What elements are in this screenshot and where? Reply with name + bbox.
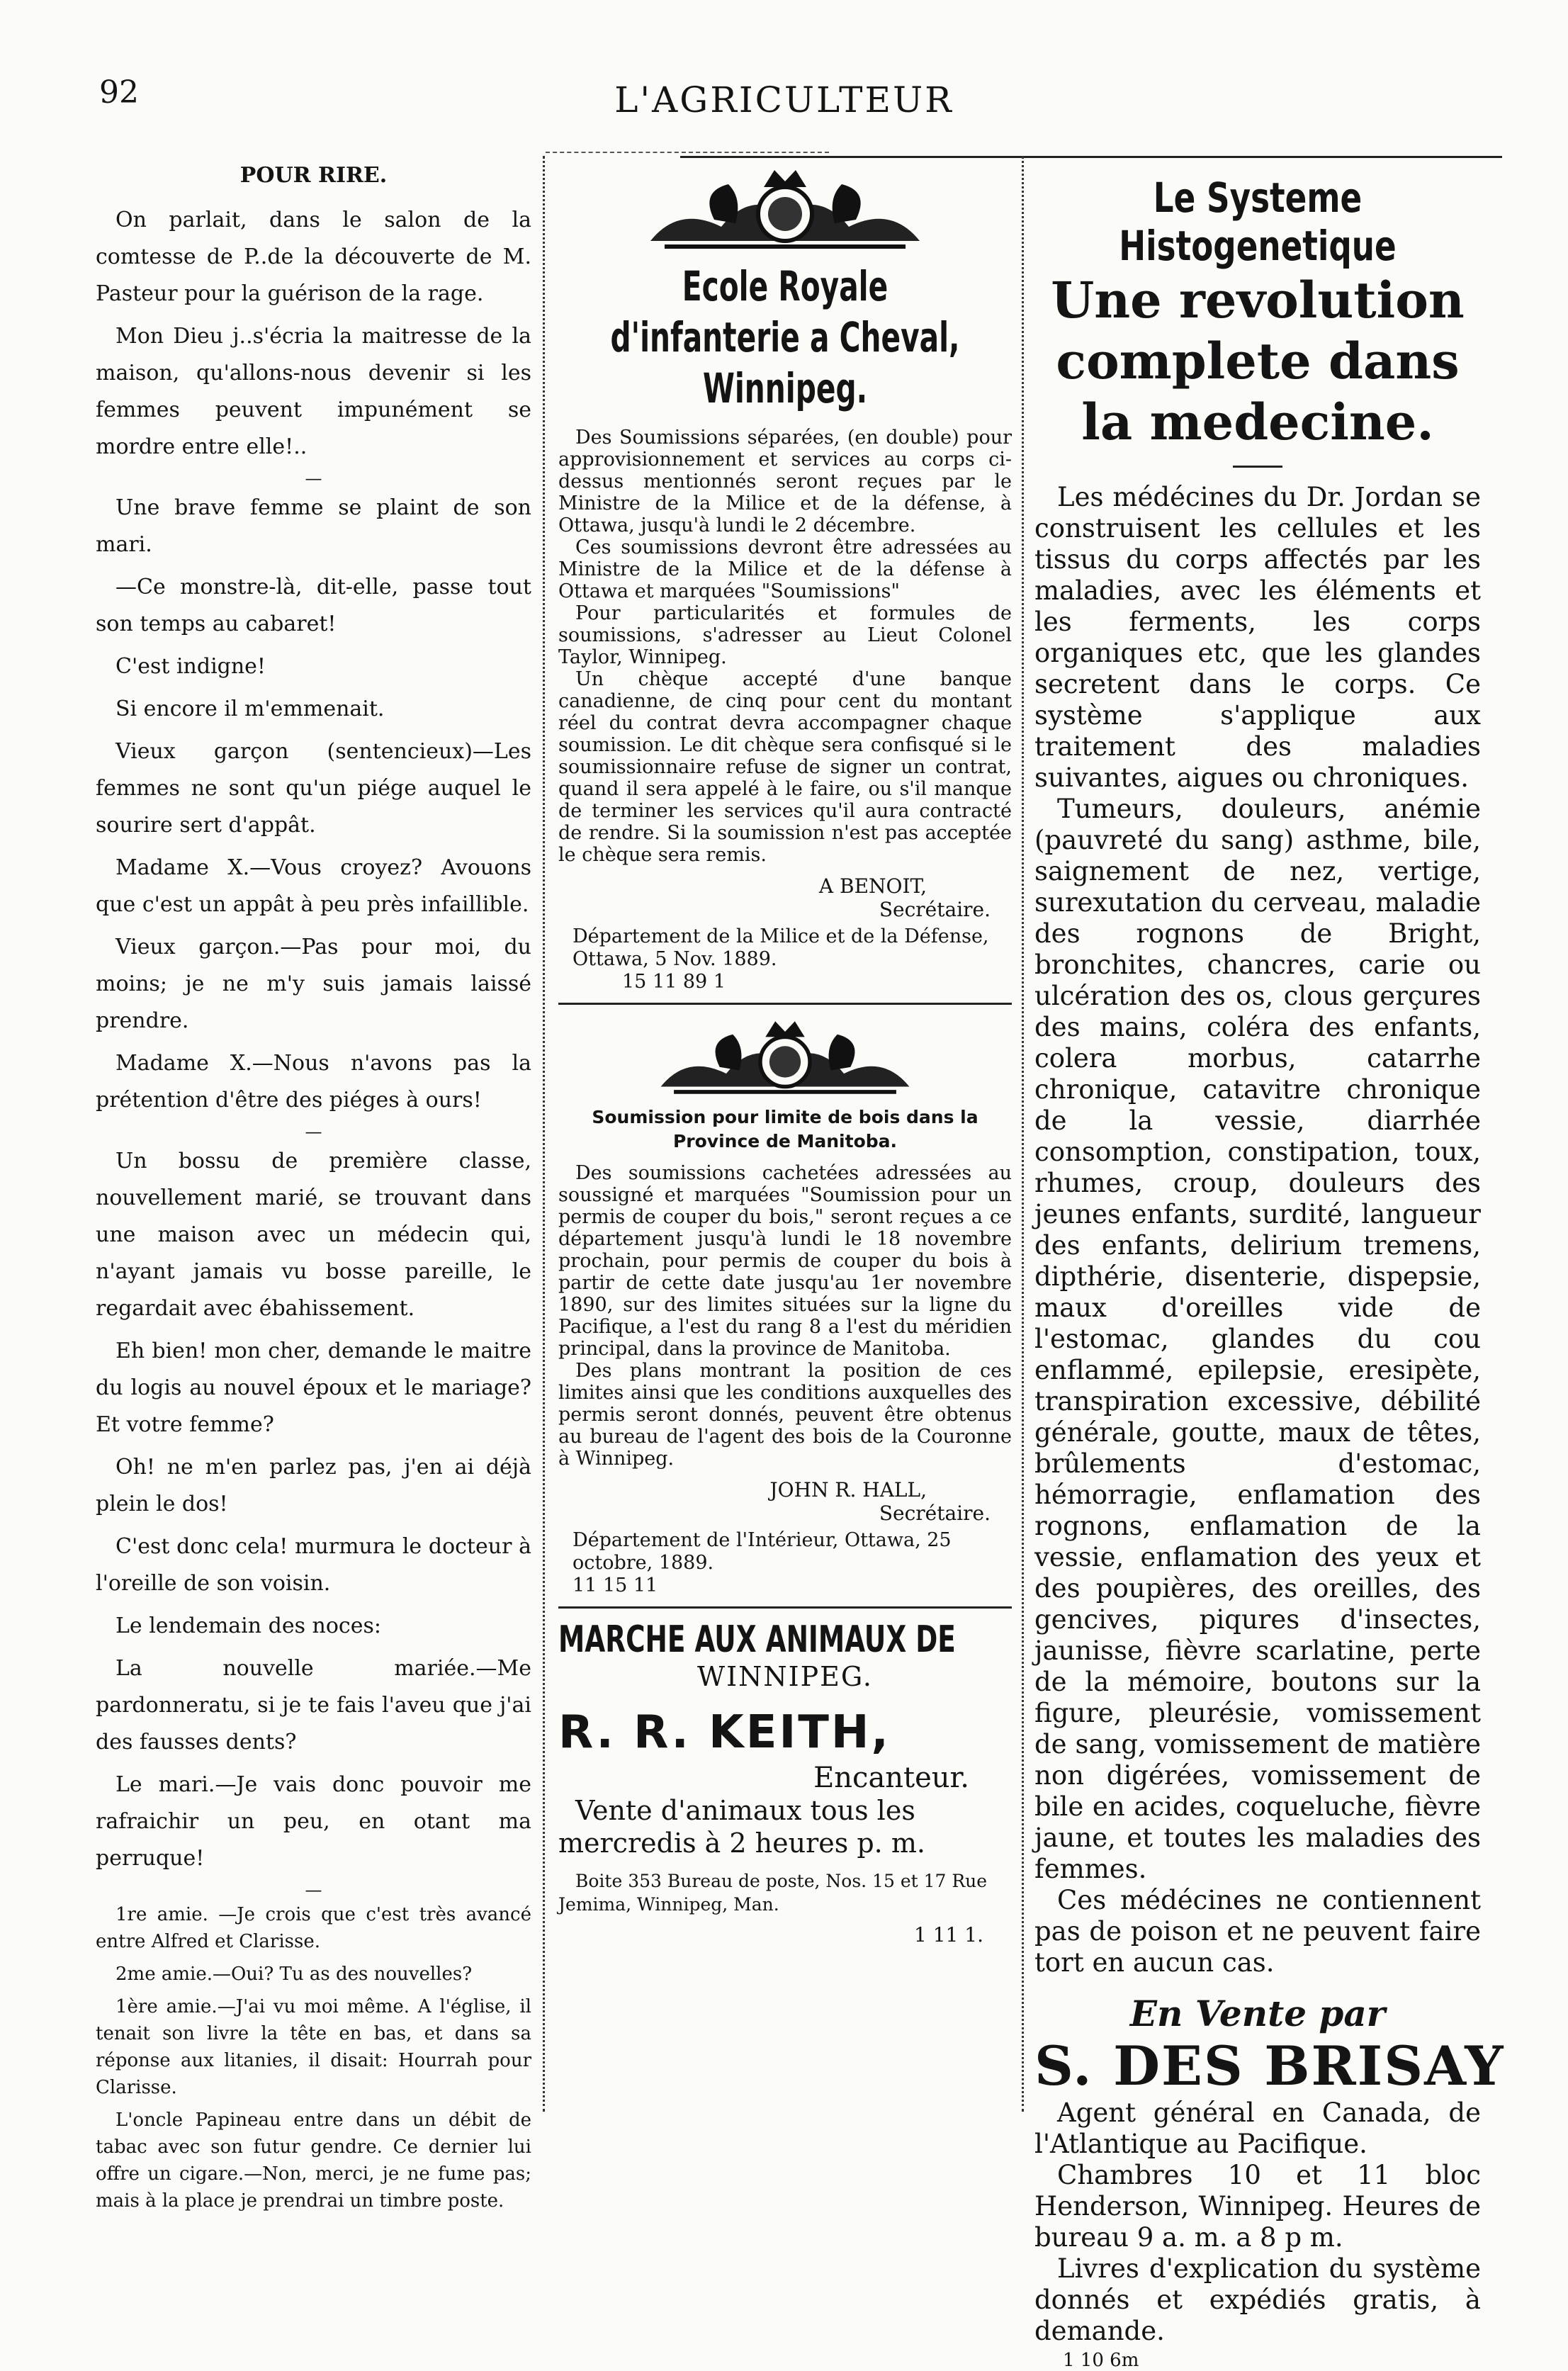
seller-paragraph: Agent général en Canada, de l'Atlantique au Pacifique. — [1034, 2097, 1481, 2159]
notice-paragraph: Ces soumissions devront être adressées au Ministre de la Milice et de la défense à Ottawa et marquées "Soumissions" — [558, 536, 1012, 602]
page-header — [0, 0, 1568, 163]
divider — [1233, 466, 1282, 468]
signature-role: Secrétaire. — [879, 898, 991, 921]
joke-paragraph: —Ce monstre-là, dit-elle, passe tout son temps au cabaret! — [96, 575, 531, 636]
joke-paragraph: Mon Dieu j..s'écria la maitresse de la maison, qu'allons-nous devenir si les femmes peuvent impunément se mordre entre elle!.. — [96, 324, 531, 459]
column-pour-rire — [96, 163, 531, 2220]
joke-paragraph: Si encore il m'emmenait. — [115, 697, 385, 721]
separator: — — [305, 1880, 322, 1900]
signature-name: JOHN R. HALL, — [769, 1478, 927, 1502]
divider — [558, 1606, 1012, 1609]
journal-title: L'AGRICULTEUR — [614, 79, 954, 120]
joke-paragraph: Un bossu de première classe, nouvellement marié, se trouvant dans une maison avec un médecin qui, n'ayant jamais vu bosse pareille, le regardait avec ébahissement. — [96, 1149, 531, 1321]
notice-paragraph: Des soumissions cachetées adressées au soussigné et marquées "Soumission pour un permis de couper du bois," seront reçues a ce département jusqu'à lundi le 18 novembre prochain, pour permis de couper du bois à partir de cette date jusqu'au 1er novembre 1890, sur des limites situées sur la ligne du Pacifique, a l'est du rang 8 a l'est du méridien principal, dans la province de Manitoba. — [558, 1162, 1012, 1360]
signature-role: Secrétaire. — [879, 1502, 991, 1525]
notice-paragraph: Un chèque accepté d'une banque canadienne, de cinq pour cent du montant réel du contrat devra accompagner chaque soumission. Le dit chèque sera confisqué si le soumissionnaire refuse de signer un contrat, quand il sera appelé à le faire, ou s'il manque de terminer les services qu'il aura contracté de rendre. Si la soumission n'est pas acceptée le chèque sera remis. — [558, 668, 1012, 866]
column-divider-left — [543, 156, 545, 2112]
column-divider-right — [1022, 156, 1024, 2112]
joke-paragraph: Vieux garçon.—Pas pour moi, du moins; je ne m'y suis jamais laissé prendre. — [96, 935, 531, 1033]
joke-paragraph: Oh! ne m'en parlez pas, j'en ai déjà plein le dos! — [96, 1455, 531, 1516]
department-line: Département de la Milice et de la Défense, Ottawa, 5 Nov. 1889. — [573, 925, 989, 970]
joke-paragraph: La nouvelle mariée.—Me pardonneratu, si je te fais l'aveu que j'ai des fausses dents? — [96, 1656, 531, 1755]
section-heading: POUR RIRE. — [239, 163, 388, 188]
royal-crest-icon — [636, 163, 934, 255]
joke-paragraph: 2me amie.—Oui? Tu as des nouvelles? — [115, 1964, 473, 1985]
notice-title-bois: Soumission pour limite de bois dans la Province de Manitoba. — [592, 1107, 978, 1151]
joke-paragraph: Vieux garçon (sentencieux)—Les femmes ne sont qu'un piége auquel le sourire sert d'appât. — [96, 739, 531, 838]
divider — [558, 1003, 1012, 1005]
auctioneer-role: Encanteur. — [813, 1762, 969, 1794]
joke-paragraph: C'est indigne! — [115, 654, 266, 679]
marche-subtitle: WINNIPEG. — [697, 1661, 873, 1692]
marche-title: MARCHE AUX ANIMAUX DE — [558, 1618, 956, 1661]
joke-paragraph: On parlait, dans le salon de la comtesse de P..de la découverte de M. Pasteur pour la guérison de la rage. — [96, 208, 531, 306]
marche-body: Vente d'animaux tous les mercredis à 2 heures p. m. — [558, 1795, 925, 1859]
column-notices — [558, 163, 1012, 1947]
seller-paragraph: Livres d'explication du système donnés et expédiés gratis, à demande. — [1034, 2253, 1481, 2346]
column-histogenetique — [1034, 163, 1505, 2371]
royal-crest-icon — [636, 1015, 934, 1100]
auctioneer-name: R. R. KEITH, — [558, 1706, 891, 1759]
joke-paragraph: L'oncle Papineau entre dans un débit de tabac avec son futur gendre. Ce dernier lui offre un cigare.—Non, merci, je ne fume pas; mais à la place je prendrai un timbre poste. — [96, 2110, 531, 2212]
joke-paragraph: Le lendemain des noces: — [115, 1613, 381, 1638]
joke-paragraph: C'est donc cela! murmura le docteur à l'oreille de son voisin. — [96, 1534, 531, 1596]
page-number: 92 — [99, 74, 139, 111]
joke-paragraph: Madame X.—Vous croyez? Avouons que c'est un appât à peu près infaillible. — [96, 855, 531, 917]
joke-paragraph: Madame X.—Nous n'avons pas la prétention d'être des piéges à ours! — [96, 1051, 531, 1113]
ad-paragraph: Ces médécines ne contiennent pas de poison et ne peuvent faire tort en aucun cas. — [1034, 1885, 1481, 1978]
separator: — — [305, 468, 322, 488]
notice-paragraph: Des Soumissions séparées, (en double) pour approvisionnement et services au corps ci-dessus mentionnés seront reçues par le Ministre de la Milice et de la défense, à Ottawa, jusqu'à lundi le 2 décembre. — [558, 427, 1012, 536]
signature-name: A BENOIT, — [818, 874, 927, 898]
header-rule — [680, 156, 1502, 158]
joke-paragraph: 1re amie. —Je crois que c'est très avancé entre Alfred et Clarisse. — [96, 1904, 531, 1952]
notice-code: 11 15 11 — [573, 1575, 658, 1596]
ad-code: 1 10 6m — [1063, 2350, 1139, 2371]
joke-paragraph: Le mari.—Je vais donc pouvoir me rafraichir un peu, en otant ma perruque! — [96, 1772, 531, 1871]
header-dashed-rule — [546, 152, 829, 153]
notice-code: 15 11 89 1 — [622, 971, 726, 993]
en-vente-heading: En Vente par — [1129, 1993, 1386, 2034]
seller-name: S. DES BRISAY — [1034, 2034, 1505, 2097]
ad-paragraph: Tumeurs, douleurs, anémie (pauvreté du sang) asthme, bile, saignement de nez, vertige, surexutation du cerveau, maladie des rognons de Bright, bronchites, chancres, carie ou ulcération des os, clous gerçures des mains, coléra des enfants, colera morbus, catarrhe chronique, catavitre chronique de la vessie, diarrhée consomption, constipation, toux, rhumes, croup, douleurs des jeunes enfants, surdité, langueur des enfants, delirium tremens, dipthérie, disenterie, dispepsie, maux d'oreilles vide de l'estomac, glandes du cou enflammé, epilepsie, eresipète, transpiration excessive, débilité générale, goutte, maux de têtes, brûlements d'estomac, hémorragie, enflamation des rognons, enflamation de la vessie, enflamation des yeux et des poupières, des oreilles, des gencives, piqures d'insectes, jaunisse, fièvre scarlatine, perte de la mémoire, boutons sur la figure, pleurésie, vomissement de sang, vomissement de matière non digérées, vomissement de bile en acides, coqueluche, fièvre jaune, et toutes les maladies des femmes. — [1034, 794, 1481, 1884]
notice-code: 1 11 1. — [914, 1923, 983, 1947]
ad-title: Le Systeme Histogenetique — [1119, 174, 1397, 270]
joke-paragraph: 1ère amie.—J'ai vu moi même. A l'église, il tenait son livre la tête en bas, et dans sa réponse aux litanies, il disait: Hourrah pour Clarisse. — [96, 1996, 531, 2098]
notice-paragraph: Pour particularités et formules de soumissions, s'adresser au Lieut Colonel Taylor, Winnipeg. — [558, 602, 1012, 668]
ad-paragraph: Les médécines du Dr. Jordan se construisent les cellules et les tissus du corps affectés par les maladies, avec les éléments et les ferments, les corps organiques etc, que les glandes secretent dans le corps. Ce système s'applique aux traitement des maladies suivantes, aigues ou chroniques. — [1034, 482, 1481, 793]
joke-paragraph: Une brave femme se plaint de son mari. — [96, 495, 531, 557]
ad-headline: Une revolution complete dans la medecine. — [1051, 271, 1465, 451]
notice-paragraph: Des plans montrant la position de ces limites ainsi que les conditions auxquelles des permis seront donnés, peuvent être obtenus au bureau de l'agent des bois de la Couronne à Winnipeg. — [558, 1360, 1012, 1470]
seller-paragraph: Chambres 10 et 11 bloc Henderson, Winnipeg. Heures de bureau 9 a. m. a 8 p m. — [1034, 2160, 1481, 2253]
department-line: Département de l'Intérieur, Ottawa, 25 octobre, 1889. — [573, 1529, 952, 1574]
marche-address: Boite 353 Bureau de poste, Nos. 15 et 17 Rue Jemima, Winnipeg, Man. — [558, 1871, 988, 1915]
notice-title-ecole: Ecole Royale d'infanterie a Cheval, Winnipeg. — [610, 262, 960, 412]
separator: — — [305, 1122, 322, 1142]
joke-paragraph: Eh bien! mon cher, demande le maitre du logis au nouvel époux et le mariage? Et votre femme? — [96, 1339, 531, 1437]
